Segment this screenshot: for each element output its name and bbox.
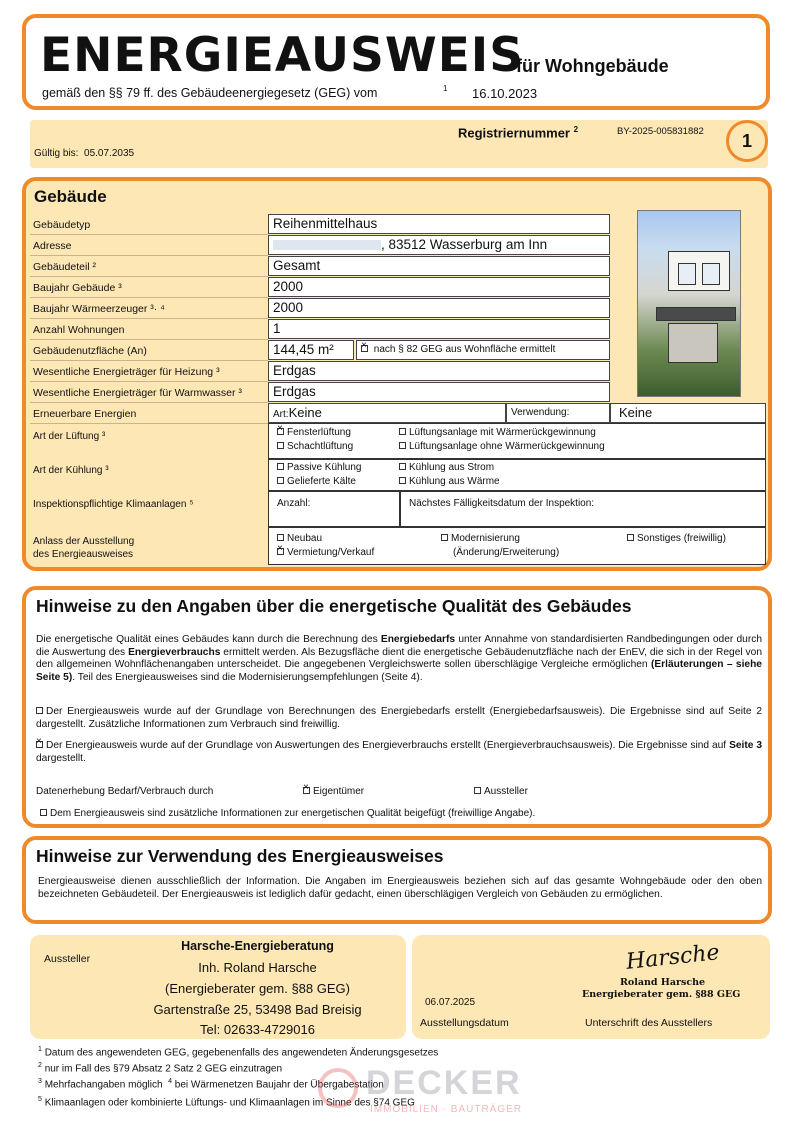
house-canopy (656, 307, 736, 321)
house-window (678, 263, 696, 285)
reason-option[interactable]: ×Vermietung/Verkauf (277, 547, 374, 558)
issue-date-label: Ausstellungsdatum (420, 1017, 509, 1029)
reason-label-1: Anlass der Ausstellung (33, 536, 135, 547)
address-value: , 83512 Wasserburg am Inn (268, 235, 610, 255)
ventilation-option[interactable]: × Fensterlüftung (277, 427, 351, 438)
reason-option[interactable]: Sonstiges (freiwillig) (627, 533, 726, 544)
law-footnote-ref: 1 (443, 84, 448, 93)
usage-notes-title: Hinweise zur Verwendung des Energieausweises (36, 846, 444, 866)
row-label: Wesentliche Energieträger für Heizung ³ (30, 362, 268, 382)
quality-notes-paragraph: Die energetische Qualität eines Gebäudes kann durch die Berechnung des Energiebedarfs unter Annahme von standardisierten Randbedingungen oder durch die Auswertung des Energieverbrauchs ermittelt werden. Als Bezugsfläche dient die energetische Gebäudenutzfläche nach der EnEV, die sich in der Regel von den allgemeinen Wohnflächenangaben unterscheidet. Die angegebenen Vergleichswerte sollen überschlägige Vergleiche ermöglichen (Erläuterungen – siehe Seite 5). Teil des Energieausweises sind die Modernisierungsempfehlungen (Seite 4). (36, 634, 762, 683)
aircon-count-label: Anzahl: (277, 498, 311, 509)
aircon-date-field (400, 491, 766, 527)
watermark-name: DECKER (366, 1064, 522, 1102)
document-header (22, 14, 770, 110)
law-reference: gemäß den §§ 79 ff. des Gebäudeenergiegesetz (GEG) vom (42, 86, 378, 100)
building-photo (637, 210, 741, 397)
area-method-note: × nach § 82 GEG aus Wohnfläche ermittelt (356, 340, 610, 360)
apartment-count-value: 1 (268, 319, 610, 339)
cooling-options (268, 459, 766, 491)
reason-option[interactable]: Modernisierung (441, 533, 520, 544)
row-label: Gebäudetyp (30, 215, 268, 235)
renewable-use-label: Verwendung: (506, 403, 610, 423)
registration-number: BY-2025-005831882 (617, 126, 704, 137)
valid-until: Gültig bis: 05.07.2035 (34, 148, 135, 159)
reason-option-note: (Änderung/Erweiterung) (453, 547, 560, 558)
reason-option[interactable]: Neubau (277, 533, 322, 544)
registration-label: Registriernummer $^2$ (458, 125, 579, 141)
ventilation-option[interactable]: Schachtlüftung (277, 441, 353, 452)
issuer-phone: Tel: 02633-4729016 (200, 1022, 315, 1037)
row-label: Baujahr Wärmeerzeuger ³· ⁴ (30, 299, 268, 319)
hot-water-energy-value: Erdgas (268, 382, 610, 402)
document-title: ENERGIEAUSWEIS (40, 28, 525, 83)
issuer-owner: Inh. Roland Harsche (198, 960, 317, 975)
house-window (702, 263, 720, 285)
renewable-use-value: Keine (610, 403, 766, 423)
row-label: Gebäudenutzfläche (An) (30, 341, 268, 361)
usable-area-value: 144,45 m² (268, 340, 354, 360)
document-subtitle: für Wohngebäude (516, 56, 669, 76)
row-label: Adresse (30, 236, 268, 256)
demand-option[interactable]: Der Energieausweis wurde auf der Grundlage von Berechnungen des Energiebedarfs erstellt (Energiebedarfsausweis). Die Ergebnisse sind auf Seite 2 dargestellt. Zusätzliche Informationen zum Verbrauch sind freiwillig. (36, 706, 762, 730)
consumption-option[interactable]: ×Der Energieausweis wurde auf der Grundlage von Auswertungen des Energieverbrauchs erstellt (Energieverbrauchsausweis). Die Ergebnisse sind auf Seite 3 dargestellt. (36, 740, 762, 765)
issuer-label: Aussteller (44, 953, 91, 965)
issuer-block (30, 935, 406, 1039)
cooling-label: Art der Kühlung ³ (33, 465, 109, 476)
cooling-option[interactable]: Kühlung aus Strom (399, 462, 494, 473)
house-entrance (668, 323, 718, 363)
heater-year-value: 2000 (268, 298, 610, 318)
issuer-company: Harsche-Energieberatung (181, 939, 334, 953)
building-section-title: Gebäude (34, 187, 107, 206)
building-part-value: Gesamt (268, 256, 610, 276)
row-label: Anzahl Wohnungen (30, 320, 268, 340)
issuer-role: (Energieberater gem. §88 GEG) (165, 981, 350, 996)
signature-label: Unterschrift des Ausstellers (585, 1017, 713, 1029)
row-label: Erneuerbare Energien (30, 404, 268, 424)
handwritten-signature: Harsche (624, 940, 721, 975)
usage-notes-text: Energieausweise dienen ausschließlich der Information. Die Angaben im Energieausweis beziehen sich auf das gesamte Wohngebäude oder den oben bezeichneten Gebäudeteil. Der Energieausweis ist lediglich dafür gedacht, einen überschlägigen Vergleich von Gebäuden zu ermöglichen. (38, 876, 762, 900)
aircon-label: Inspektionspflichtige Klimaanlagen ⁵ (33, 499, 194, 510)
row-label: Baujahr Gebäude ³ (30, 278, 268, 298)
stamp-name: Roland Harsche (620, 977, 706, 988)
footnote: $^5$ Klimaanlagen oder kombinierte Lüftungs- und Klimaanlagen im Sinne des §74 GEG (38, 1096, 415, 1109)
survey-label: Datenerhebung Bedarf/Verbrauch durch (36, 786, 214, 797)
signature-block (412, 935, 770, 1039)
ventilation-option[interactable]: Lüftungsanlage ohne Wärmerückgewinnung (399, 441, 605, 452)
building-type-value: Reihenmittelhaus (268, 214, 610, 234)
ventilation-label: Art der Lüftung ³ (33, 431, 106, 442)
stamp-role: Energieberater gem. §88 GEG (582, 989, 741, 1000)
renewable-type-field: Art:Keine (268, 403, 506, 423)
watermark-tagline: IMMOBILIEN · BAUTRÄGER (370, 1104, 523, 1115)
area-method-checkbox[interactable] (361, 345, 368, 352)
reason-options (268, 527, 766, 565)
quality-notes-title: Hinweise zu den Angaben über die energetische Qualität des Gebäudes (36, 596, 632, 616)
footnote: $^3$ Mehrfachangaben möglich $^4$ bei Wärmenetzen Baujahr der Übergabestation (38, 1078, 384, 1091)
ventilation-option[interactable]: Lüftungsanlage mit Wärmerückgewinnung (399, 427, 596, 438)
cooling-option[interactable]: Gelieferte Kälte (277, 476, 356, 487)
row-label: Wesentliche Energieträger für Warmwasser ³ (30, 383, 268, 403)
law-date: 16.10.2023 (472, 86, 538, 101)
watermark-logo-icon (318, 1068, 358, 1108)
issuer-street: Gartenstraße 25, 53498 Bad Breisig (153, 1002, 362, 1017)
reason-label-2: des Energieausweises (33, 549, 134, 560)
page-number-badge: 1 (726, 120, 768, 162)
construction-year-value: 2000 (268, 277, 610, 297)
usage-notes-section (22, 836, 772, 924)
cooling-option[interactable]: Passive Kühlung (277, 462, 362, 473)
issue-date: 06.07.2025 (425, 997, 476, 1008)
footnote: $^2$ nur im Fall des §79 Absatz 2 Satz 2 GEG einzutragen (38, 1062, 283, 1075)
extra-info-option[interactable]: Dem Energieausweis sind zusätzliche Informationen zur energetischen Qualität beigefügt (freiwillige Angabe). (40, 808, 535, 819)
registration-bar (30, 120, 768, 168)
quality-notes-section (22, 586, 772, 828)
ventilation-options (268, 423, 766, 459)
redacted-street (273, 240, 381, 250)
heating-energy-value: Erdgas (268, 361, 610, 381)
aircon-count-field (268, 491, 400, 527)
row-label: Gebäudeteil ² (30, 257, 268, 277)
aircon-date-label: Nächstes Fälligkeitsdatum der Inspektion: (409, 498, 595, 509)
footnote: $^1$ Datum des angewendeten GEG, gegebenenfalls des angewendeten Änderungsgesetzes (38, 1046, 439, 1059)
survey-issuer-option[interactable]: Aussteller (474, 786, 528, 797)
survey-owner-option[interactable]: × Eigentümer (303, 786, 364, 797)
cooling-option[interactable]: Kühlung aus Wärme (399, 476, 500, 487)
